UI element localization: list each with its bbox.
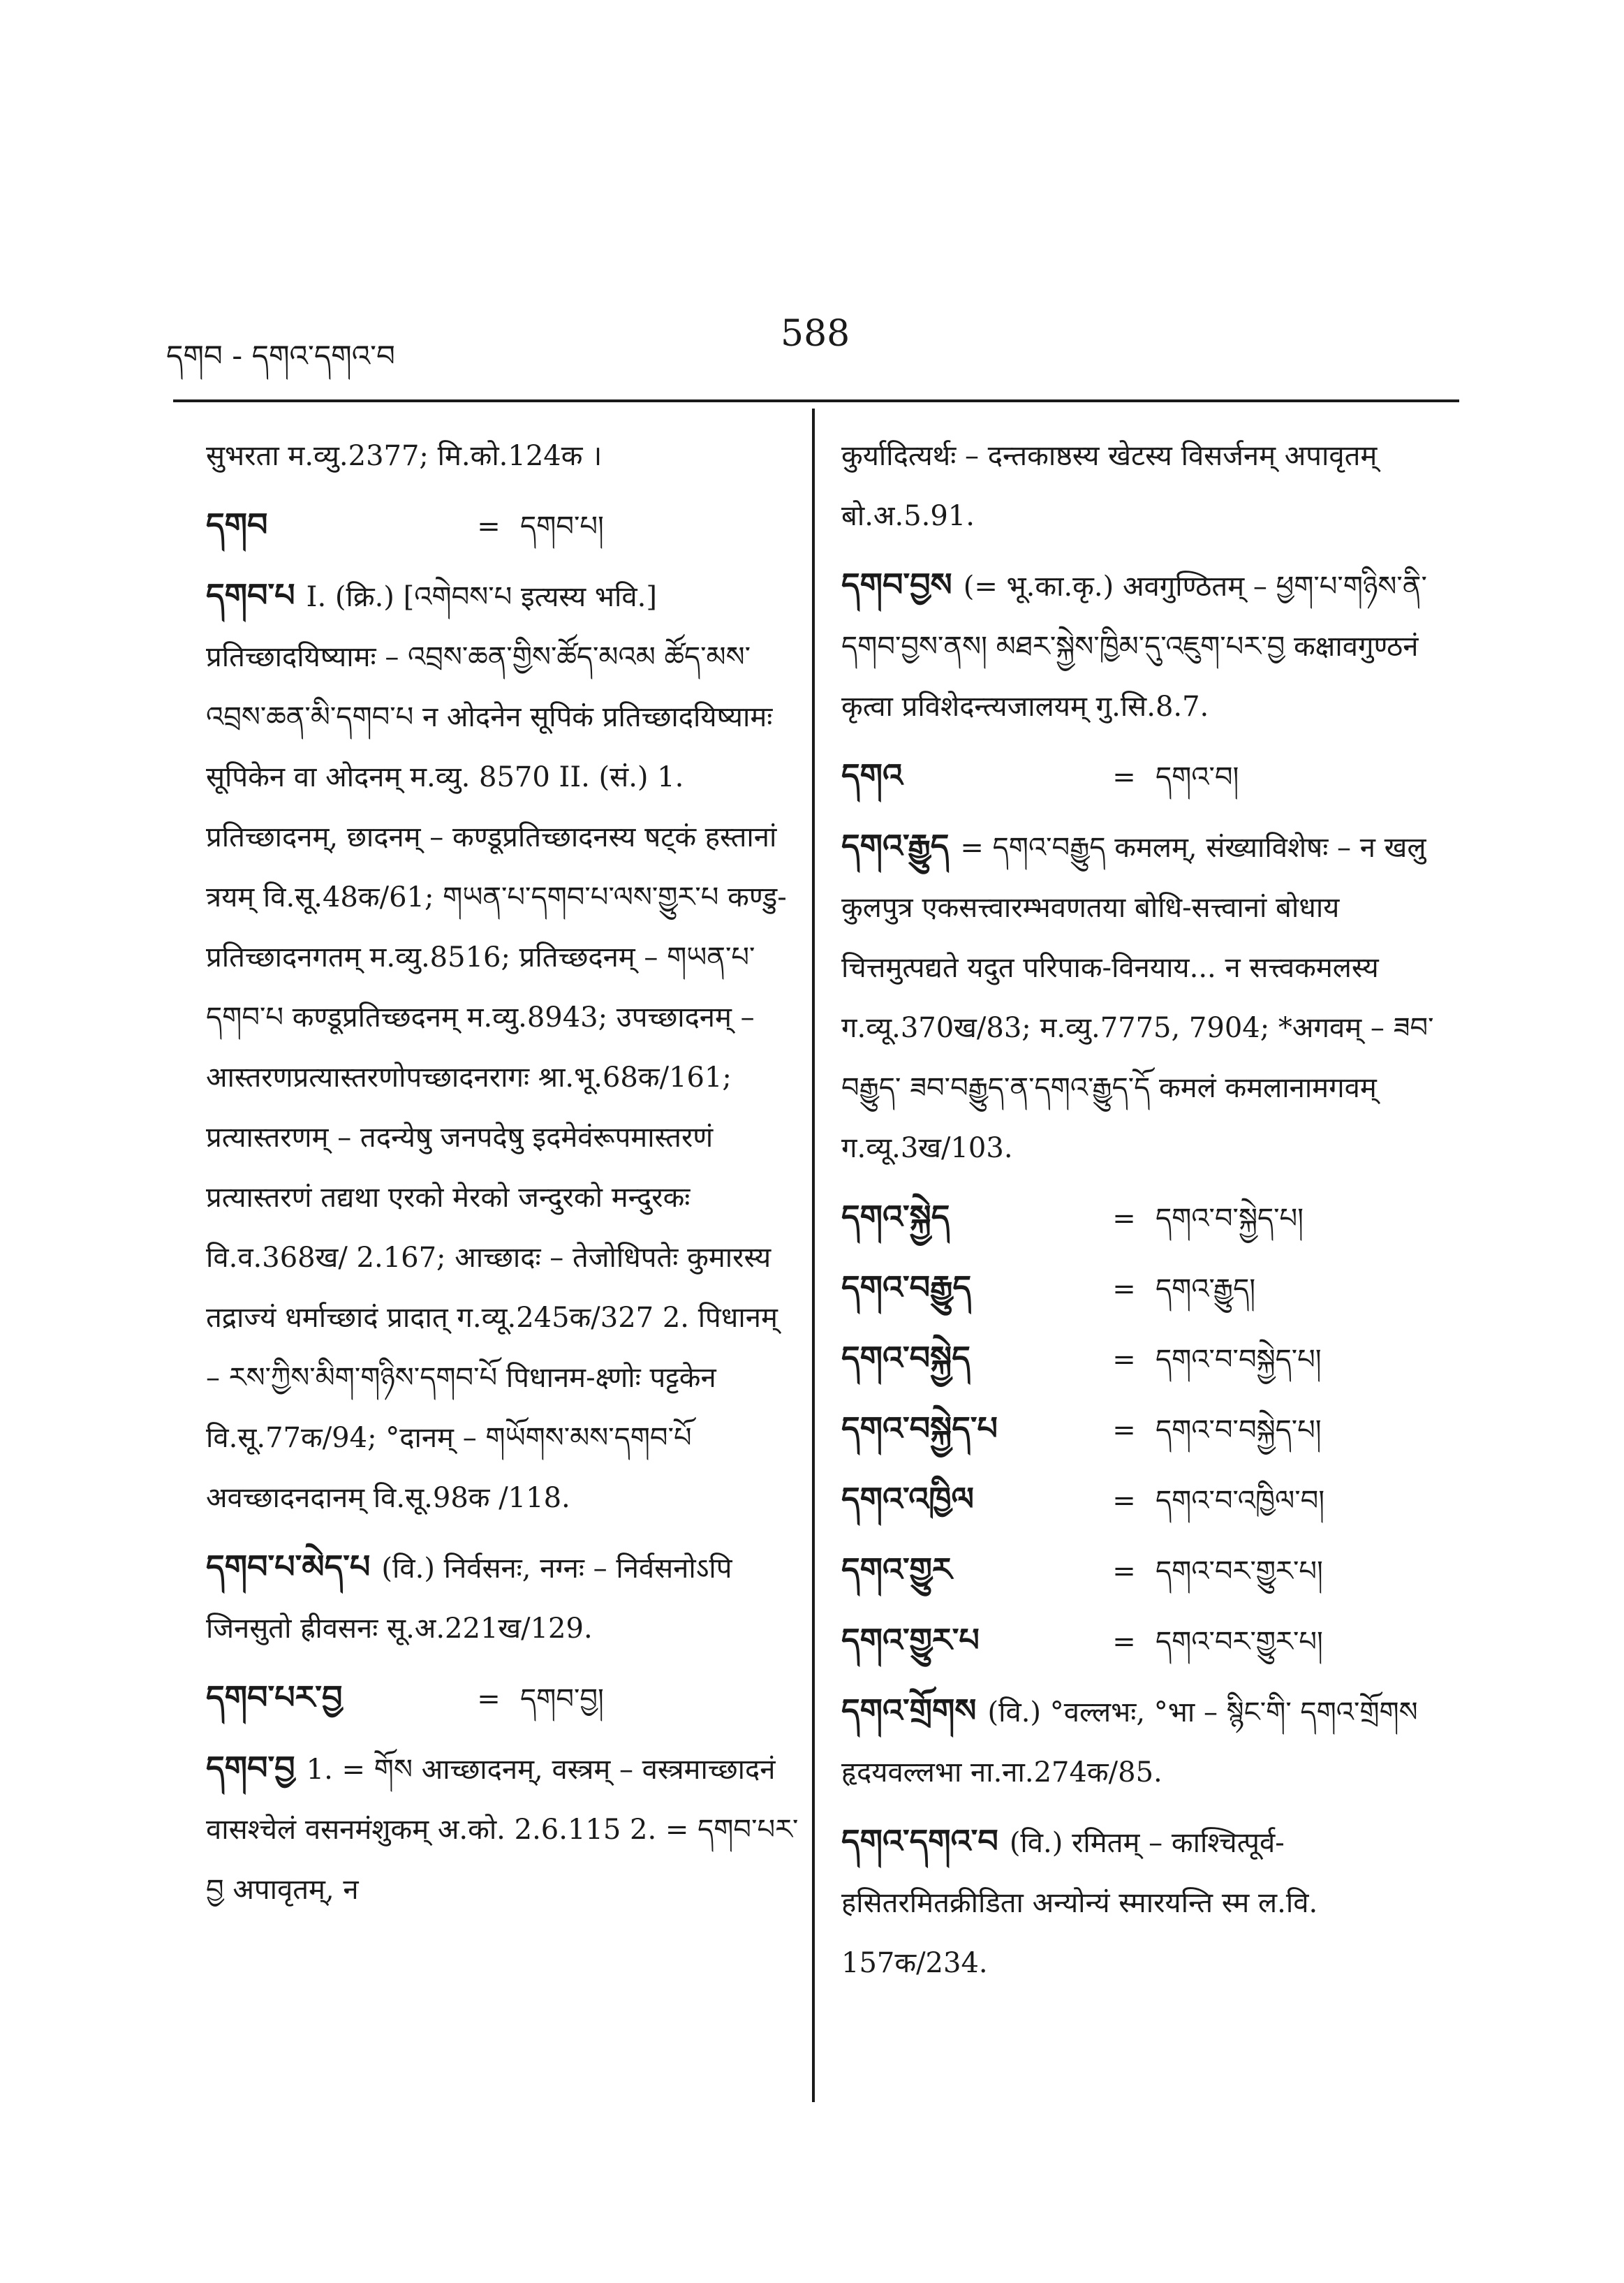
- equals-sign: =: [1112, 1414, 1136, 1446]
- equals-sign: =: [1112, 1273, 1136, 1305]
- equals-sign: =: [1112, 761, 1136, 793]
- entry-body: (= भू.का.कृ.) अवगुण्ठितम् – ཕྱག་པ་གཉིས་ནི་དགབ་བྱས་ནས། མཐར་སྐྱེས་ཁྱིམ་དུ་འཇུག་པར་བྱ कक्षावगुण्ठनं कृत्वा प्रविशेदन्त्यजालयम् गु.सि.8.7.: [841, 571, 1427, 723]
- equals-sign: =: [1112, 1344, 1136, 1376]
- dictionary-entry: [841, 1539, 1463, 1601]
- column-divider: [812, 409, 815, 2102]
- entry-headword: དགབ་བྱ: [206, 1749, 307, 1786]
- cross-reference: དགའ་བ་འཁྱིལ་བ།: [1156, 1485, 1325, 1517]
- cross-reference: དགབ་བྱ།: [520, 1683, 604, 1715]
- dictionary-entry: [841, 1398, 1463, 1460]
- entry-body: 1. = གོས आच्छादनम्, वस्त्रम् – वस्त्रमाच्छादनं वासश्चेलं वसनमंशुकम् अ.को. 2.6.115 2. = དགབ་པར་བྱ अपावृतम्, न: [206, 1754, 799, 1906]
- entry-headword: དགའ་བསྐྱེད་པ: [841, 1409, 998, 1447]
- dictionary-entry: [206, 1667, 799, 1729]
- entry-headword: དགའ་གྲོགས: [841, 1691, 988, 1729]
- entry-body: I. (क्रि.) [འགེབས་པ इत्यस्य भवि.] प्रतिच्छादयिष्यामः – འབྲས་ཆན་གྱིས་ཚོད་མའམ ཚོད་མས་འབྲས་ཆན་མི་དགབ་པ न ओदनेन सूपिकं प्रतिच्छादयिष्यामः सूपिकेन वा ओदनम् म.व्यु. 8570 II. (सं.) 1. प्रतिच्छादनम्, छादनम् – कण्डूप्रतिच्छादनस्य षट्कं हस्तानां त्रयम् वि.सू.48क/61; གཡན་པ་དགབ་པ་ལས་གྱུར་པ कण्डु-प्रतिच्छादनगतम् म.व्यु.8516; प्रतिच्छदनम् – གཡན་པ་དགབ་པ कण्डूप्रतिच्छदनम् म.व्यु.8943; उपच्छादनम् – आस्तरणप्रत्यास्तरणोपच्छादनरागः श्रा.भू.68क/161; प्रत्यास्तरणम् – तदन्येषु जनपदेषु इदमेवंरूपमास्तरणं प्रत्यास्तरणं तद्यथा एरको मेरको जन्दुरको मन्दुरकः वि.व.368ख/ 2.167; आच्छादः – तेजोधिपतेः कुमारस्य तद्राज्यं धर्माच्छादं प्रादात् ग.व्यू.245क/327 2. पिधानम् – རས་ཀྱིས་མིག་གཉིས་དགབ་པོ पिधानम-क्ष्णोः पट्टकेन वि.सू.77क/94; °दानम् – གཡོགས་མས་དགབ་པོ अवच्छादनदानम् वि.सू.98क /118.: [206, 581, 787, 1514]
- header-rule: [173, 399, 1459, 402]
- entry-body: कुर्यादित्यर्थः – दन्तकाष्ठस्य खेटस्य विसर्जनम् अपावृतम् बो.अ.5.91.: [841, 440, 1378, 532]
- cross-reference: དགའ་བ།: [1156, 761, 1239, 793]
- entry-headword: དགའ་སྐྱེད: [841, 1198, 950, 1235]
- entry-headword: དགའ་དགའ་བ: [841, 1822, 1010, 1860]
- entry-headword: དགབ་བྱས: [841, 566, 964, 603]
- entry-headword: དགབ་པ: [206, 576, 307, 614]
- cross-reference: དགབ་པ།: [520, 511, 604, 543]
- dictionary-entry: [841, 745, 1463, 807]
- dictionary-entry: [841, 426, 1463, 546]
- dictionary-entry: [841, 1328, 1463, 1390]
- cross-reference: དགའ་བ་སྐྱེད་པ།: [1156, 1203, 1304, 1235]
- dictionary-entry: [841, 816, 1463, 1178]
- dictionary-entry: [206, 494, 799, 557]
- entry-headword: དགབ་པར་བྱ: [206, 1678, 343, 1716]
- entry-headword: དགའ: [841, 756, 903, 794]
- dictionary-entry: [841, 1469, 1463, 1531]
- equals-sign: =: [1112, 1203, 1136, 1235]
- equals-sign: =: [1112, 1485, 1136, 1517]
- cross-reference: དགའ་རྒྱུད།: [1156, 1273, 1256, 1305]
- entry-body: सुभरता म.व्यु.2377; मि.को.124क ।: [206, 440, 603, 472]
- entry-body: = དགའ་བརྒྱུད कमलम्, संख्याविशेषः – न खलु कुलपुत्र एकसत्त्वारम्भवणतया बोधि-सत्त्वानां बोधाय चित्तमुत्पद्यते यदुत परिपाक-विनयाय... न सत्त्वकमलस्य ग.व्यू.370ख/83; म.व्यु.7775, 7904; *अगवम् – ཟབ་བརྒྱུད་ ཟབ་བརྒྱུད་ན་དགའ་རྒྱུད་དོ कमलं कमलानामगवम् ग.व्यू.3ख/103.: [841, 832, 1434, 1164]
- equals-sign: =: [1112, 1626, 1136, 1658]
- dictionary-entry: [841, 1257, 1463, 1319]
- entry-headword: དགའ་རྒྱུད: [841, 827, 961, 865]
- dictionary-entry: [841, 555, 1463, 737]
- equals-sign: =: [477, 1683, 501, 1715]
- entry-headword: དགའ་འཁྱིལ: [841, 1480, 974, 1518]
- cross-reference: དགའ་བ་བསྐྱེད་པ།: [1156, 1414, 1322, 1446]
- cross-reference: དགའ་བ་བསྐྱེད་པ།: [1156, 1344, 1322, 1376]
- dictionary-entry: [841, 1187, 1463, 1249]
- dictionary-entry: [841, 1811, 1463, 1993]
- equals-sign: =: [477, 511, 501, 543]
- entry-headword: དགབ་པ་མེད་པ: [206, 1548, 382, 1585]
- dictionary-entry: [206, 426, 799, 486]
- dictionary-entry: [206, 1536, 799, 1659]
- left-column: [206, 426, 799, 1928]
- entry-headword: དགའ་བསྐྱེད: [841, 1339, 970, 1377]
- entry-body: (वि.) रमितम् – काश्चित्पूर्व-हसितरमितक्रीडिता अन्योन्यं स्मारयन्ति स्म ल.वि. 157क/234.: [841, 1827, 1318, 1979]
- dictionary-entry: [206, 565, 799, 1528]
- cross-reference: དགའ་བར་གྱུར་པ།: [1156, 1555, 1323, 1587]
- right-column: [841, 426, 1463, 2002]
- equals-sign: =: [1112, 1555, 1136, 1587]
- entry-body: (वि.) °वल्लभः, °भा – སྙིང་གི་ དགའ་གྲོགས हृदयवल्लभा ना.ना.274क/85.: [841, 1696, 1418, 1789]
- entry-body: (वि.) निर्वसनः, नग्नः – निर्वसनोऽपि जिनसुतो ह्रीवसनः सू.अ.221ख/129.: [206, 1552, 732, 1645]
- cross-reference: དགའ་བར་གྱུར་པ།: [1156, 1626, 1323, 1658]
- running-head: དགབ - དགའ་དགའ་བ: [166, 339, 395, 373]
- page-number: 588: [781, 313, 850, 355]
- entry-headword: དགའ་བརྒྱུད: [841, 1268, 972, 1306]
- dictionary-entry: [841, 1680, 1463, 1803]
- entry-headword: དགའ་གྱུར: [841, 1550, 952, 1588]
- entry-headword: དགའ་གྱུར་པ: [841, 1621, 980, 1659]
- dictionary-entry: [206, 1738, 799, 1920]
- entry-headword: དགབ: [206, 506, 268, 543]
- dictionary-entry: [841, 1610, 1463, 1672]
